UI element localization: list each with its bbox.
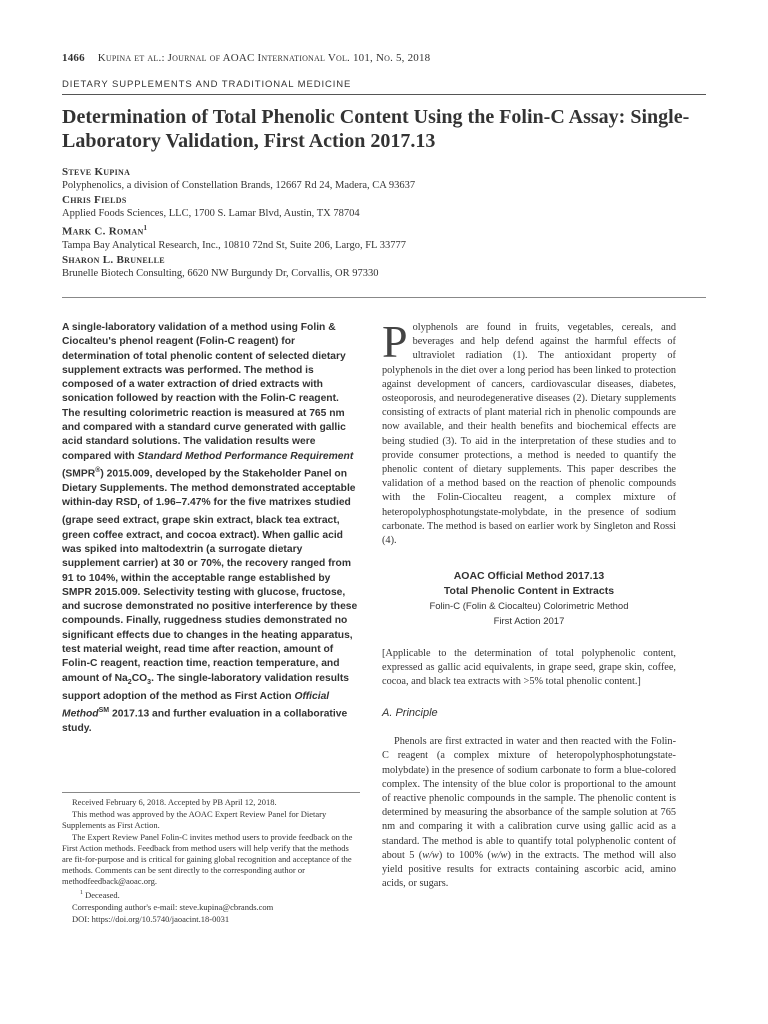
author-entry <box>62 194 702 221</box>
introduction-paragraph: Polyphenols are found in fruits, vegetables, cereals, and beverages and help defend against the harmful effects of ultraviolet radiation (1). The antioxidant property of polyphenols in the diet over a long period has been linked to protection against development of cancers, cardiovascular diseases, diabetes, osteoporosis, and neurodegenerative diseases (2). Dietary supplements consisting of extracts of plant material rich in phenolic compounds are now available, and their health benefits and biochemical effects are being studied (3). To aid in the interpretation of these studies and to provide consumer protections, a method is needed to quantify the phenolic content of dietary supplements. This paper describes the validation of a method based on the reaction of phenolic compounds with the Folin-Ciocalteu reagent, a complex mixture of heteropolyphosphotungstate-molybdate, in the presence of sodium carbonate. The method is based on earlier work by Singleton and Rossi (4). <box>382 316 676 547</box>
author-affiliation: Applied Foods Sciences, LLC, 1700 S. Lamar Blvd, Austin, TX 78704 <box>62 208 360 219</box>
article-footnotes <box>62 792 360 926</box>
principle-paragraph: Phenols are first extracted in water and then reacted with the Folin-C reagent (a complex mixture of heteropolyphosphotungstate-molybdate) in the presence of sodium carbonate to form a blue-colored complex. The intensity of the blue color is proportional to the amount of reactive phenolic compounds in the sample. The phenolic content is determined by measuring the absorbance of the sample solution at 765 nm and comparing it with a calibration curve using gallic acid as a standard. The method is able to quantify total polyphenolic content of about 5 (w/w) to 100% (w/w) in the extracts. The method will also yield positive results for extracts containing ascorbic acid, amino acids, or sugars. <box>382 736 676 890</box>
method-number: AOAC Official Method 2017.13 <box>453 570 605 583</box>
author-affiliation: Brunelle Biotech Consulting, 6620 NW Burgundy Dr, Corvallis, OR 97330 <box>62 267 379 279</box>
method-title: Total Phenolic Content in Extracts <box>443 585 615 598</box>
author-rule <box>62 297 706 298</box>
approval-note: This method was approved by the AOAC Expert Review Panel for Dietary Supplements as First Action. <box>62 809 327 830</box>
article-title: Determination of Total Phenolic Content Using the Folin-C Assay: Single-Laboratory Validation, First Action 2017.13 <box>62 106 690 152</box>
section-label: DIETARY SUPPLEMENTS AND TRADITIONAL MEDICINE <box>62 79 352 90</box>
author-name: Mark C. Roman$^1$ <box>62 224 148 238</box>
abstract: A single-laboratory validation of a method using Folin & Ciocalteu's phenol reagent (Folin-C reagent) for determination of total phenolic content of selected dietary supplement extracts was performed. The method is composed of a water extraction of dried extracts with sonication followed by reaction with the Folin-C reagent. The resulting colorimetric reaction is measured at 765 nm and compared with a standard curve generated with gallic acid standard solutions. The validation results were compared with Standard Method Performance Requirement (SMPR®) 2015.009, developed by the Stakeholder Panel on Dietary Supplements. The method demonstrated acceptable within-day $RSD_r$ of 1.96–7.47% for the five matrixes studied (grape seed extract, grape skin extract, black tea extract, green coffee extract, and cocoa extract). When gallic acid was spiked into maltodextrin (a surrogate dietary supplement carrier) at 30 or 70%, the recovery ranged from 91 to 104%, within the acceptable range established by SMPR 2015.009. Selectivity testing with glucose, fructose, and sucrose demonstrated no positive interference by these compounds. Finally, ruggedness studies demonstrated no significant effects due to changes in the heating apparatus, test material weight, read time after reaction, amount of Folin-C reagent, reaction time, reaction temperature, and amount of $Na_2CO_3$. The single-laboratory validation results support adoption of the method as First Action Official Method℠ 2017.13 and further evaluation in a collaborative study. <box>62 322 358 734</box>
feedback-note: The Expert Review Panel Folin-C invites method users to provide feedback on the First Action methods. Feedback from method users will help verify that the methods are fit-for-purpose and is critical for gaining global recognition and acceptance of the methods. Comments can be sent directly to the corresponding author or methodfeedback@aoac.org. <box>62 832 353 886</box>
author-footnote-mark: 1 <box>143 224 148 232</box>
author-entry <box>62 222 702 253</box>
running-head <box>62 52 430 64</box>
author-entry <box>62 166 702 193</box>
applicability-statement: [Applicable to the determination of total polyphenolic content, expressed as gallic acid equivalents, in grape seed, grape skin, coffee, cocoa, and black tea extracts with >5% total phenolic content.] <box>382 648 676 688</box>
method-heading <box>382 568 676 629</box>
received-note: Received February 6, 2018. Accepted by PB April 12, 2018. <box>72 797 277 807</box>
corresponding-email: Corresponding author's e-mail: steve.kupina@cbrands.com <box>72 901 274 912</box>
journal-citation: Kupina et al.: Journal of AOAC International Vol. 101, No. 5, 2018 <box>97 52 431 64</box>
right-column <box>382 316 676 891</box>
author-name: Sharon L. Brunelle <box>62 253 165 266</box>
method-status: First Action 2017 <box>493 616 565 628</box>
method-subtitle: Folin-C (Folin & Ciocalteu) Colorimetric Method <box>429 601 629 613</box>
author-name: Steve Kupina <box>62 166 131 178</box>
author-affiliation: Polyphenolics, a division of Constellation Brands, 12667 Rd 24, Madera, CA 93637 <box>62 180 416 191</box>
author-list <box>62 166 702 282</box>
principle-heading: A. Principle <box>382 707 438 720</box>
doi-link[interactable]: DOI: https://doi.org/10.5740/jaoacint.18-0031 <box>72 913 230 924</box>
drop-cap: P <box>382 316 408 367</box>
author-entry <box>62 254 702 281</box>
author-affiliation: Tampa Bay Analytical Research, Inc., 10810 72nd St, Suite 206, Largo, FL 33777 <box>62 239 406 251</box>
header-rule <box>62 94 706 95</box>
author-name: Chris Fields <box>62 194 127 206</box>
page-number: 1466 <box>62 52 85 64</box>
deceased-note: $^1$ Deceased. <box>80 889 120 900</box>
